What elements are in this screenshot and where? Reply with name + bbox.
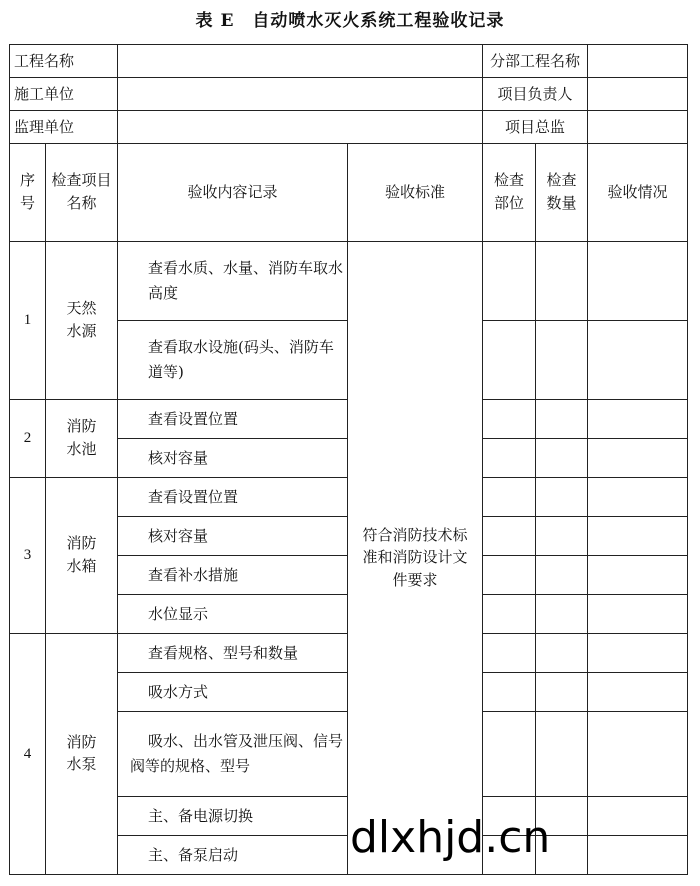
group-name: 天然水源: [46, 242, 118, 400]
cell-status[interactable]: [588, 673, 688, 712]
group-name: 消防水池: [46, 400, 118, 478]
inspection-content: 查看设置位置: [118, 400, 348, 439]
cell-quantity[interactable]: [536, 400, 588, 439]
value-supervision-unit[interactable]: [118, 111, 483, 144]
cell-location[interactable]: [483, 517, 536, 556]
cell-status[interactable]: [588, 517, 688, 556]
inspection-content: 吸水、出水管及泄压阀、信号阀等的规格、型号: [118, 712, 348, 797]
page-title: 表 E 自动喷水灭火系统工程验收记录: [195, 11, 505, 31]
cell-status[interactable]: [588, 478, 688, 517]
header-standard: 验收标准: [348, 144, 483, 242]
cell-location[interactable]: [483, 321, 536, 400]
group-name: 消防水泵: [46, 634, 118, 875]
table-header-row: [10, 144, 688, 242]
cell-location[interactable]: [483, 400, 536, 439]
inspection-content: 主、备电源切换: [118, 797, 348, 836]
value-subproject-name[interactable]: [588, 45, 688, 78]
inspection-content: 主、备泵启动: [118, 836, 348, 875]
cell-quantity[interactable]: [536, 595, 588, 634]
cell-location[interactable]: [483, 242, 536, 321]
label-project-manager: 项目负责人: [483, 78, 588, 111]
group-seq: 4: [10, 634, 46, 875]
cell-status[interactable]: [588, 595, 688, 634]
group-name: 消防水箱: [46, 478, 118, 634]
acceptance-record-table: [9, 44, 688, 875]
cell-quantity[interactable]: [536, 634, 588, 673]
cell-location[interactable]: [483, 712, 536, 797]
watermark-text: dlxhjd.cn: [350, 812, 551, 863]
inspection-content: 水位显示: [118, 595, 348, 634]
cell-status[interactable]: [588, 836, 688, 875]
value-construction-unit[interactable]: [118, 78, 483, 111]
group-seq: 1: [10, 242, 46, 400]
cell-quantity[interactable]: [536, 712, 588, 797]
cell-status[interactable]: [588, 400, 688, 439]
inspection-content: 查看规格、型号和数量: [118, 634, 348, 673]
cell-quantity[interactable]: [536, 478, 588, 517]
header-status: 验收情况: [588, 144, 688, 242]
cell-location[interactable]: [483, 478, 536, 517]
header-item: 检查项目名称: [46, 144, 118, 242]
info-row-project: [10, 45, 688, 78]
label-subproject-name: 分部工程名称: [483, 45, 588, 78]
label-chief-supervisor: 项目总监: [483, 111, 588, 144]
cell-quantity[interactable]: [536, 242, 588, 321]
info-row-construction: [10, 78, 688, 111]
cell-status[interactable]: [588, 712, 688, 797]
header-quantity: 检查数量: [536, 144, 588, 242]
header-seq: 序号: [10, 144, 46, 242]
cell-status[interactable]: [588, 634, 688, 673]
cell-quantity[interactable]: [536, 517, 588, 556]
acceptance-standard: 符合消防技术标准和消防设计文件要求: [348, 242, 483, 875]
cell-status[interactable]: [588, 321, 688, 400]
cell-quantity[interactable]: [536, 556, 588, 595]
cell-quantity[interactable]: [536, 439, 588, 478]
label-supervision-unit: 监理单位: [10, 111, 118, 144]
inspection-content: 查看水质、水量、消防车取水高度: [118, 242, 348, 321]
inspection-content: 查看补水措施: [118, 556, 348, 595]
value-project-manager[interactable]: [588, 78, 688, 111]
cell-location[interactable]: [483, 673, 536, 712]
cell-quantity[interactable]: [536, 321, 588, 400]
cell-status[interactable]: [588, 439, 688, 478]
cell-location[interactable]: [483, 556, 536, 595]
inspection-content: 查看取水设施(码头、消防车道等): [118, 321, 348, 400]
inspection-content: 核对容量: [118, 517, 348, 556]
cell-quantity[interactable]: [536, 673, 588, 712]
cell-status[interactable]: [588, 556, 688, 595]
cell-location[interactable]: [483, 595, 536, 634]
inspection-content: 吸水方式: [118, 673, 348, 712]
info-row-supervision: [10, 111, 688, 144]
cell-location[interactable]: [483, 634, 536, 673]
group-seq: 3: [10, 478, 46, 634]
inspection-content: 查看设置位置: [118, 478, 348, 517]
cell-location[interactable]: [483, 439, 536, 478]
table-row: [10, 242, 688, 321]
cell-status[interactable]: [588, 242, 688, 321]
value-chief-supervisor[interactable]: [588, 111, 688, 144]
label-project-name: 工程名称: [10, 45, 118, 78]
cell-status[interactable]: [588, 797, 688, 836]
header-location: 检查部位: [483, 144, 536, 242]
label-construction-unit: 施工单位: [10, 78, 118, 111]
header-content: 验收内容记录: [118, 144, 348, 242]
group-seq: 2: [10, 400, 46, 478]
value-project-name[interactable]: [118, 45, 483, 78]
inspection-content: 核对容量: [118, 439, 348, 478]
